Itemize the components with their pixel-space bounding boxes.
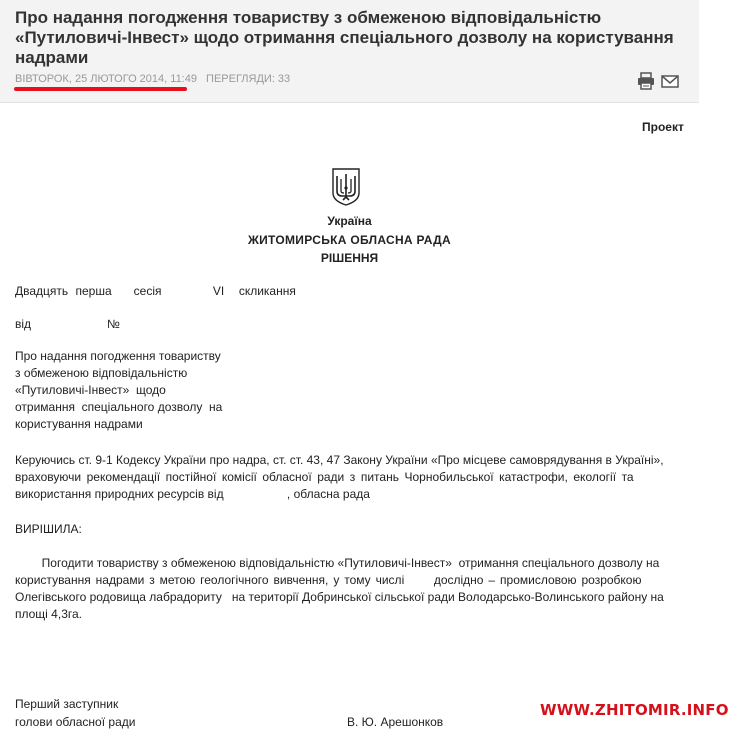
number-label: № [107, 317, 120, 331]
from-label: від [15, 317, 32, 331]
date-highlight-underline [14, 87, 187, 91]
signatory-role-line1: Перший заступник [15, 697, 119, 711]
preamble-line: Керуючись ст. 9-1 Кодексу України про надра, ст. ст. 43, 47 Закону України «Про місцеве самоврядування в Україні», [15, 453, 664, 467]
envelope-icon[interactable] [661, 72, 679, 95]
session-line: Двадцять перша сесія VI скликання [15, 284, 296, 298]
title-line: «Путиловичі-Інвест» щодо отримання спеціального дозволу на користування [15, 28, 674, 47]
signatory-role-line2: голови обласної ради [15, 715, 136, 729]
preamble-line: враховуючи рекомендації постійної комісії обласної ради з питань Чорнобильської катастрофи, екології та [15, 470, 634, 484]
subject-line: отримання спеціального дозволу на [15, 400, 223, 414]
decision-line: користування надрами з метою геологічного вивчення, у тому числі дослідно – промисловою розробкою [15, 573, 642, 587]
site-watermark: WWW.ZHITOMIR.INFO [540, 701, 729, 719]
decision-document [0, 103, 699, 756]
draft-label: Проект [642, 120, 684, 134]
signatory-name: В. Ю. Арешонков [347, 715, 444, 729]
trident-coat-of-arms-icon [331, 167, 361, 212]
decision-line: Погодити товариству з обмеженою відповідальністю «Путиловичі-Інвест» отримання спеціального дозволу на [15, 556, 660, 570]
subject-line: з обмеженою відповідальністю [15, 366, 188, 380]
printer-icon[interactable] [637, 72, 655, 95]
decision-heading: РІШЕННЯ [320, 251, 379, 265]
resolved-heading: ВИРІШИЛА: [15, 522, 82, 536]
view-count: ПЕРЕГЛЯДИ: 33 [206, 73, 291, 85]
decision-line: площі 4,3га. [15, 607, 82, 621]
preamble-line: використання природних ресурсів від , обласна рада [15, 487, 370, 501]
decision-line: Олегівського родовища лабрадориту на території Добринської сільської ради Володарсько-Волинського району на [15, 590, 664, 604]
subject-line: «Путиловичі-Інвест» щодо [15, 383, 166, 397]
decision-subject [15, 348, 265, 433]
date-number-line [15, 316, 120, 333]
publish-date: ВІВТОРОК, 25 ЛЮТОГО 2014, 11:49 [15, 73, 197, 85]
country-name: Україна [327, 214, 372, 228]
council-name: ЖИТОМИРСЬКА ОБЛАСНА РАДА [247, 233, 452, 247]
title-line: надрами [15, 48, 89, 67]
article-meta [15, 73, 290, 85]
subject-line: Про надання погодження товариству [15, 349, 221, 363]
title-line: Про надання погодження товариству з обмеженою відповідальністю [15, 8, 602, 27]
preamble-paragraph [15, 452, 684, 503]
article-header [0, 0, 699, 103]
subject-line: користування надрами [15, 417, 143, 431]
decision-paragraph [15, 555, 684, 623]
article-title [15, 8, 685, 68]
